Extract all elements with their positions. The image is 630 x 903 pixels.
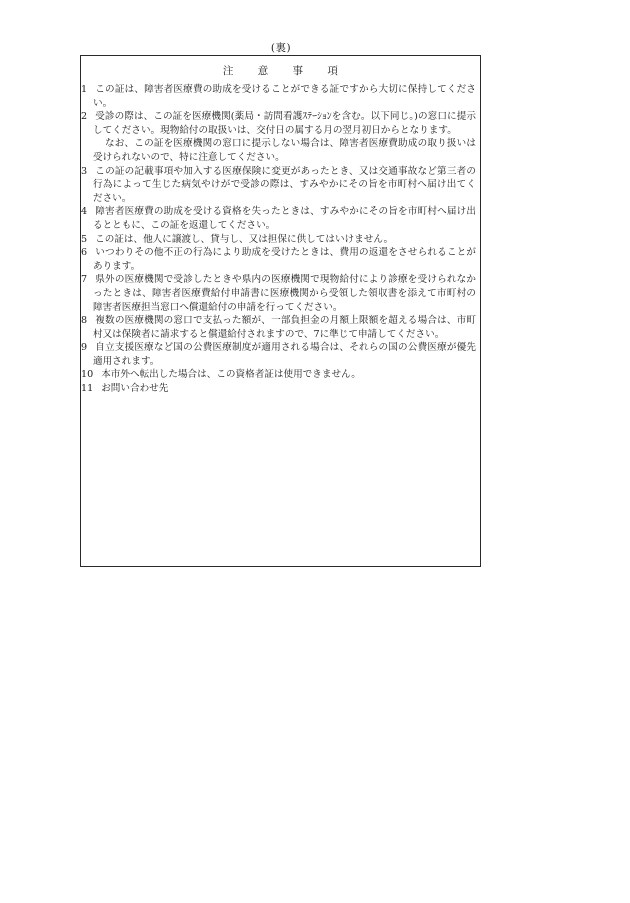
- notice-item-text: この証の記載事項や加入する医療保険に変更があったとき、又は交通事故など第三者の行為によって生じた病気やけがで受診の際は、すみやかにその旨を市町村へ届け出てください。: [93, 165, 476, 204]
- notice-item-text: 障害者医療費の助成を受ける資格を失ったときは、すみやかにその旨を市町村へ届け出るとともに、この証を返還してください。: [93, 206, 476, 231]
- page-side-label: (裏): [270, 42, 292, 54]
- notice-item: [81, 314, 476, 341]
- notice-item-text: この証は、障害者医療費の助成を受けることができる証ですから大切に保持してください。: [93, 84, 476, 109]
- notice-item-text: 複数の医療機関の窓口で支払った額が、一部負担金の月額上限額を超える場合は、市町村又は保険者に請求すると償還給付されますので、7に準じて申請してください。: [93, 315, 476, 340]
- heading-char: 意: [257, 65, 269, 77]
- notice-item-contact: [81, 382, 476, 396]
- notice-item: [81, 246, 476, 273]
- notice-item-text: この証は、他人に譲渡し、貸与し、又は担保に供してはいけません。: [95, 233, 394, 245]
- notice-item: [81, 233, 476, 247]
- notice-item-text: 自立支援医療など国の公費医療制度が適用される場合は、それらの国の公費医療が優先適用されます。: [93, 342, 476, 367]
- notice-box: [80, 55, 481, 567]
- notice-item-text: 受診の際は、この証を医療機関(薬局・訪問看護ｽﾃｰｼｮﾝを含む。以下同じ。)の窓口に提示してください。現物給付の取扱いは、交付日の属する月の翌月初日からとなります。: [93, 111, 476, 136]
- notice-item: [81, 110, 476, 137]
- notice-item: [81, 165, 476, 206]
- notice-heading: [81, 63, 480, 78]
- notice-item-text: 県外の医療機関で受診したときや県内の医療機関で現物給付により診療を受けられなかったときは、障害者医療費給付申請書に医療機関から受領した領収書を添えて市町村の障害者医療担当窓口へ償還給付の申請を行ってください。: [93, 274, 476, 313]
- notice-item: [81, 341, 476, 368]
- notice-item: [81, 273, 476, 314]
- notice-item-text: 本市外へ転出した場合は、この資格者証は使用できません。: [101, 369, 361, 381]
- notice-item: [81, 205, 476, 232]
- notice-item: [81, 83, 476, 110]
- notice-item-number: 11: [81, 383, 94, 395]
- notice-item-text: いつわりその他不正の行為により助成を受けたときは、費用の返還をさせられることがあります。: [93, 247, 476, 272]
- notice-item: [81, 368, 476, 382]
- heading-char: 事: [292, 65, 304, 77]
- notice-list: [81, 83, 476, 396]
- notice-item-text: お問い合わせ先: [101, 383, 169, 395]
- heading-char: 注: [222, 65, 234, 77]
- notice-item-subtext: なお、この証を医療機関の窓口に提示しない場合は、障害者医療費助成の取り扱いは受けられないので、特に注意してください。: [93, 138, 476, 163]
- notice-item-number: 10: [81, 369, 94, 381]
- heading-char: 項: [327, 65, 339, 77]
